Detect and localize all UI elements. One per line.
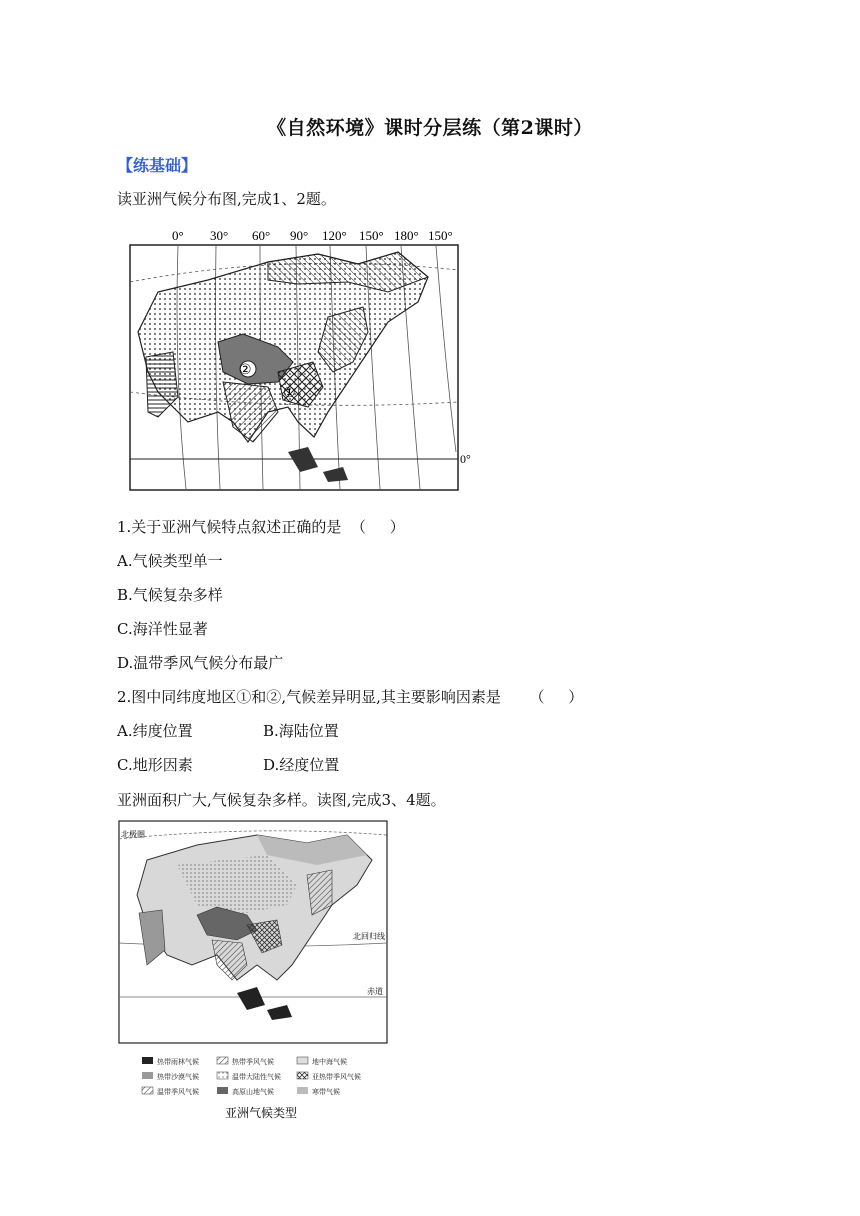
legend-polar: 寒带气候 (312, 1088, 340, 1096)
arctic-circle-label: 北极圈 (121, 830, 145, 839)
marker-2: ② (239, 362, 252, 378)
legend-subtropical-monsoon: 亚热带季风气候 (312, 1073, 361, 1081)
asia-climate-map-2 (117, 815, 392, 1133)
marker-1: ① (283, 385, 296, 401)
lon-label-90: 90° (290, 228, 309, 243)
q1-option-c: C.海洋性显著 (117, 620, 208, 638)
legend-tropical-rainforest: 热带雨林气候 (157, 1058, 199, 1066)
q1-option-b: B.气候复杂多样 (117, 586, 223, 604)
q2-stem: 2.图中同纬度地区①和②,气候差异明显,其主要影响因素是 （ ） (117, 688, 584, 706)
legend-temperate-continental: 温带大陆性气候 (232, 1073, 281, 1081)
lon-label-150: 150° (359, 228, 384, 243)
intro-text-2: 亚洲面积广大,气候复杂多样。读图,完成3、4题。 (117, 791, 446, 809)
equator-label: 0° (460, 452, 471, 466)
lon-label-180: 180° (394, 228, 419, 243)
map2-caption: 亚洲气候类型 (225, 1106, 298, 1120)
intro-text-1: 读亚洲气候分布图,完成1、2题。 (117, 190, 336, 208)
q2-option-b: B.海陆位置 (263, 722, 339, 740)
asia-climate-map-1 (118, 222, 471, 494)
lon-label-30: 30° (210, 228, 229, 243)
q1-option-a: A.气候类型单一 (117, 552, 223, 570)
lon-label-120: 120° (322, 228, 347, 243)
legend-tropical-monsoon: 热带季风气候 (232, 1058, 274, 1066)
tropic-label: 北回归线 (353, 932, 385, 941)
section-heading: 【练基础】 (117, 156, 198, 175)
lon-label-60: 60° (252, 228, 271, 243)
page-title: 《自然环境》课时分层练（第2课时） (267, 117, 593, 139)
legend-temperate-monsoon: 温带季风气候 (157, 1088, 199, 1096)
map2-equator-label: 赤道 (367, 987, 383, 996)
legend-tropical-desert: 热带沙漠气候 (157, 1073, 199, 1081)
lon-label-0: 0° (172, 228, 184, 243)
q2-option-d: D.经度位置 (263, 756, 340, 774)
q1-stem: 1.关于亚洲气候特点叙述正确的是 （ ） (117, 518, 405, 536)
legend-highland: 高原山地气候 (232, 1088, 274, 1096)
q1-option-d: D.温带季风气候分布最广 (117, 654, 284, 672)
q2-option-a: A.纬度位置 (117, 722, 193, 740)
lon-label-150w: 150° (428, 228, 453, 243)
q2-option-c: C.地形因素 (117, 756, 193, 774)
legend-mediterranean: 地中海气候 (312, 1058, 347, 1066)
